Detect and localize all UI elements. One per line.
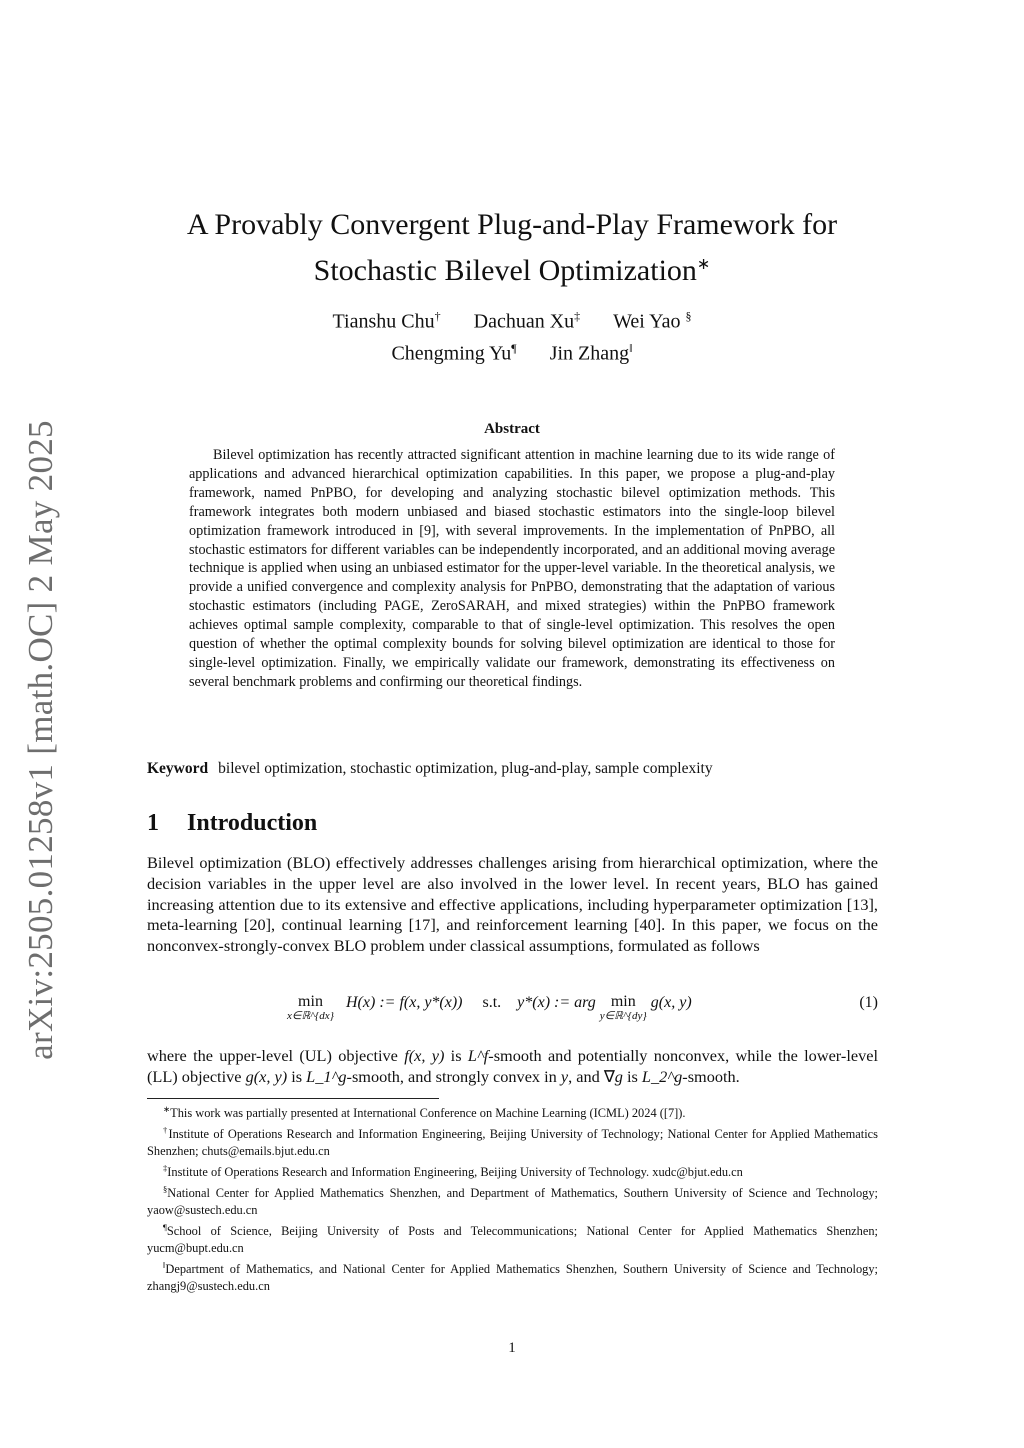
section-number: 1 (147, 810, 159, 836)
constraint-lhs: y*(x) := arg (517, 994, 596, 1011)
arxiv-side-stamp (18, 420, 64, 1060)
min-operator-right: min y∈ℝ^{dy} (599, 993, 647, 1022)
author: Chengming Yu¶ (391, 340, 517, 365)
objective: H(x) := f(x, y*(x)) (346, 994, 463, 1011)
footnotes (147, 1101, 878, 1295)
min-operator-left: min x∈ℝ^{dx} (287, 993, 334, 1022)
title-line-1: A Provably Convergent Plug-and-Play Framework for (186, 208, 838, 241)
author: Wei Yao § (613, 309, 692, 333)
keyword-label: Keyword (147, 760, 209, 777)
post-equation-paragraph: where the upper-level (UL) objective f(x, y) is L^f-smooth and potentially nonconvex, while the lower-level (LL) objective g(x, y) is L_1^g-smooth, and strongly convex in y, and ∇g is L_2^g-smooth. (147, 1046, 878, 1086)
abstract-heading: Abstract (484, 421, 540, 437)
author-row-1 (150, 303, 874, 335)
section-title: Introduction (187, 810, 318, 836)
equation-1 (147, 992, 878, 1032)
footnote: ‡Institute of Operations Research and Information Engineering, Beijing University of Technology. xudc@bjut.edu.cn (163, 1163, 743, 1180)
footnote: ∗This work was partially presented at International Conference on Machine Learning (ICML) 2024 ([7]). (163, 1104, 686, 1121)
author-row-2 (150, 335, 874, 367)
constraint-rhs: g(x, y) (650, 994, 692, 1011)
subject-to: s.t. (482, 994, 502, 1011)
arxiv-identifier: arXiv:2505.01258v1 [math.OC] 2 May 2025 (21, 420, 60, 1060)
author: Jin Zhang‖ (549, 340, 633, 365)
title-footnote-mark: ∗ (696, 256, 711, 273)
keyword-text: bilevel optimization, stochastic optimization, plug-and-play, sample complexity (218, 760, 713, 777)
section-heading (147, 810, 317, 837)
equation-body (287, 994, 692, 1022)
equation-number: (1) (859, 994, 878, 1011)
author: Dachuan Xu‡ (473, 309, 581, 333)
author-list (150, 303, 874, 366)
keyword-line (147, 760, 877, 778)
footnote: §National Center for Applied Mathematics Shenzhen, and Department of Mathematics, Southern University of Science and Technology; yaow@sustech.edu.cn (147, 1184, 878, 1217)
footnote: ¶School of Science, Beijing University of Posts and Telecommunications; National Center for Applied Mathematics Shenzhen; yucm@bupt.edu.cn (147, 1222, 878, 1255)
title-line-2: Stochastic Bilevel Optimization∗ (313, 254, 711, 287)
page-number: 1 (508, 1340, 516, 1356)
paper-title (150, 205, 874, 291)
footnote: †Institute of Operations Research and Information Engineering, Beijing University of Technology; National Center for Applied Mathematics Shenzhen; chuts@emails.bjut.edu.cn (147, 1125, 879, 1158)
abstract-text: Bilevel optimization has recently attracted significant attention in machine learning due to its wide range of applications and advanced hierarchical optimization capabilities. In this paper, we propose a plug-and-play framework, named PnPBO, for developing and analyzing stochastic bilevel optimization methods. This framework integrates both modern unbiased and biased stochastic estimators into the single-loop bilevel optimization framework introduced in [9], with several improvements. In the implementation of PnPBO, all stochastic estimators for different variables can be independently incorporated, and an additional moving average technique is applied when using an unbiased estimator for the upper-level variable. In the theoretical analysis, we provide a unified convergence and complexity analysis for PnPBO, demonstrating that the adaptation of various stochastic estimators (including PAGE, ZeroSARAH, and mixed strategies) within the PnPBO framework achieves optimal sample complexity, comparable to that of single-level optimization. This resolves the open question of whether the optimal complexity bounds for solving bilevel optimization are identical to those for single-level optimization. Finally, we empirically validate our framework, demonstrating its effectiveness on several benchmark problems and confirming our theoretical findings. (189, 447, 835, 690)
author: Tianshu Chu† (332, 309, 441, 333)
intro-paragraph: Bilevel optimization (BLO) effectively addresses challenges arising from hierarchical optimization, where the decision variables in the upper level are also involved in the lower level. In recent years, BLO has gained increasing attention due to its extensive and effective applications, including hyperparameter optimization [13], meta-learning [20], continual learning [17], and reinforcement learning [40]. In this paper, we focus on the nonconvex-strongly-convex BLO problem under classical assumptions, formulated as follows (147, 853, 878, 956)
footnote-rule (147, 1098, 439, 1099)
footnote: ‖Department of Mathematics, and National Center for Applied Mathematics Shenzhen, Southern University of Science and Technology; zhangj9@sustech.edu.cn (147, 1259, 878, 1293)
